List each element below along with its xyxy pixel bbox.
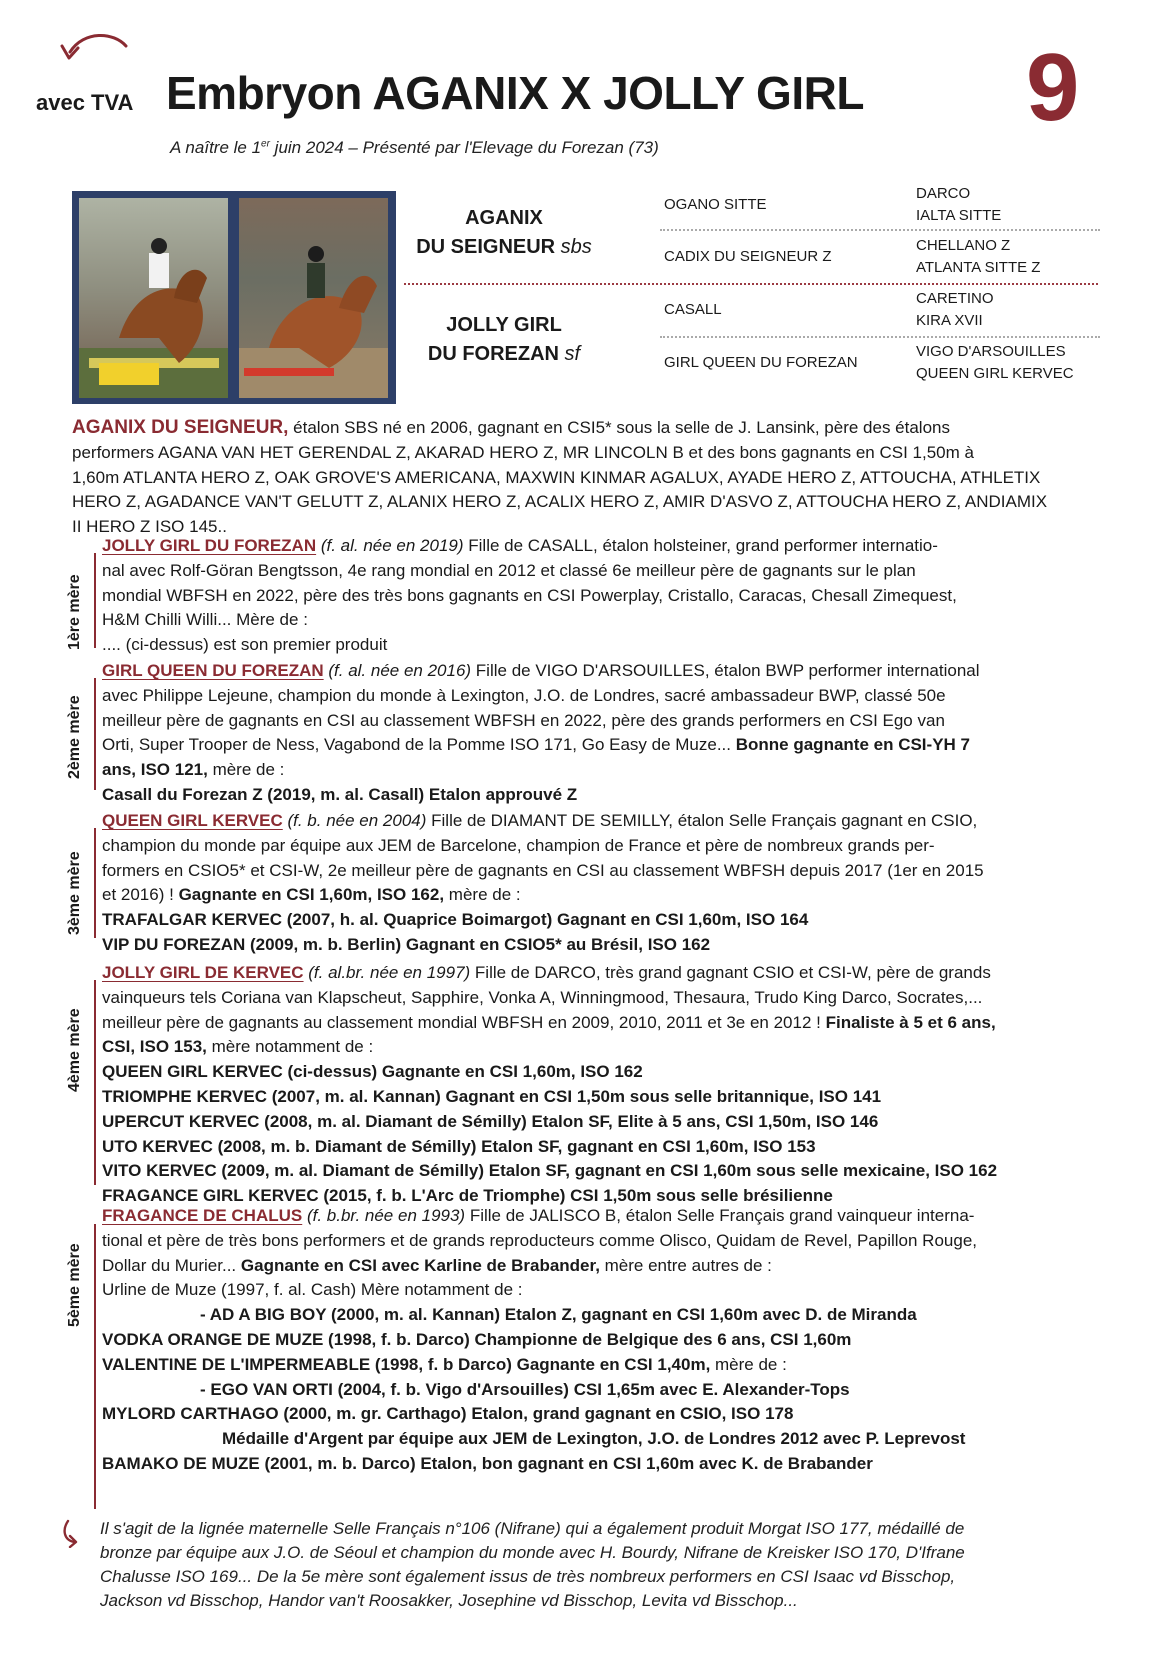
pedigree-sire: AGANIX DU SEIGNEUR sbs — [416, 207, 592, 258]
photo-left-jump — [79, 198, 228, 398]
tva-label: avec TVA — [36, 90, 134, 115]
sire-description: AGANIX DU SEIGNEUR, étalon SBS né en 2006, gagnant en CSI5* sous la selle de J. Lansink, père des étalons performers AGANA VAN HET GERENDAL Z, AKARAD HERO Z, MR LINCOLN B et des bons gagnants en CSI 1,50m à 1,60m ATLANTA HERO Z, OAK GROVE'S AMERICANA, MAXWIN KINMAR AGALUX, AYADE HERO Z, ATTOUCHA, ATHLETIX HERO Z, AGADANCE VAN'T GELUTT Z, ALANIX HERO Z, ACALIX HERO Z, AMIR D'ASVO Z, ATTOUCHA HERO Z, ANDIAMIX II HERO Z ISO 145.. — [72, 417, 1048, 537]
lot-title: Embryon AGANIX X JOLLY GIRL — [166, 67, 864, 119]
curved-arrow-icon — [56, 28, 136, 84]
pedigree-table — [404, 185, 1100, 404]
pedigree-grandparents: DARCO IALTA SITTE — [916, 185, 1002, 224]
maternal-line-note: Il s'agit de la lignée maternelle Selle Français n°106 (Nifrane) qui a également produit Morgat ISO 177, médaillé de bronze par équipe aux J.O. de Séoul et champion du monde avec H. Bourdy, Nifrane de Kreisker ISO 170, D'Ifrane Chalusse ISO 169... De la 5e mère sont également issus de très nombreux performers en CSI Isaac vd Bisschop, Jackson vd Bisschop, Handor van't Roosakker, Josephine vd Bisschop, Levita vd Bisschop... — [100, 1519, 965, 1610]
sire-name: AGANIX DU SEIGNEUR, — [72, 417, 289, 438]
generation-label: 4ème mère — [66, 1008, 83, 1092]
generation-2-text: GIRL QUEEN DU FOREZAN (f. al. née en 2016) Fille de VIGO D'ARSOUILLES, étalon BWP performer international avec Philippe Lejeune, champion du monde à Lexington, J.O. de Londres, sacré ambassadeur BWP, classé 50e meilleur père de gagnants en CSI au classement WBFSH en 2022, père des grands performers en CSI Ego van Orti, Super Trooper de Ness, Vagabond de la Pomme ISO 171, Go Easy de Muze... Bonne gagnante en CSI-YH 7 ans, ISO 121, mère de : Casall du Forezan Z (2019, m. al. Casall) Etalon approuvé Z — [102, 661, 980, 804]
generation-4-text: JOLLY GIRL DE KERVEC (f. al.br. née en 1997) Fille de DARCO, très grand gagnant CSIO et CSI-W, père de grands vainqueurs tels Coriana van Klapscheut, Sapphire, Vonka A, Winningmood, Thesaura, Trudo King Darco, Socrates,... meilleur père de gagnants au classement mondial WBFSH en 2009, 2010, 2011 et 3e en 2012 ! Finaliste à 5 et 6 ans, CSI, ISO 153, mère notamment de : QUEEN GIRL KERVEC (ci-dessus) Gagnante en CSI 1,60m, ISO 162 TRIOMPHE KERVEC (2007, m. al. Kannan) Gagnant en CSI 1,50m sous selle britannique, ISO 141 UPERCUT KERVEC (2008, m. al. Diamant de Sémilly) Etalon SF, Elite à 5 ans, CSI 1,50m, ISO 146 UTO KERVEC (2008, m. b. Diamant de Sémilly) Etalon SF, gagnant en CSI 1,60m, ISO 153 VITO KERVEC (2009, m. al. Diamant de Sémilly) Etalon SF, gagnant en CSI 1,60m sous selle mexicaine, ISO 162 FRAGANCE GIRL KERVEC (2015, f. b. L'Arc de Triomphe) CSI 1,50m sous selle brésilienne — [102, 963, 998, 1206]
generation-bar — [94, 1224, 96, 1509]
generation-label: 5ème mère — [66, 1243, 83, 1327]
pedigree-parent: CADIX DU SEIGNEUR Z — [664, 248, 832, 265]
pedigree-grandparents: VIGO D'ARSOUILLES QUEEN GIRL KERVEC — [916, 343, 1074, 382]
generation-bar — [94, 980, 96, 1185]
lot-number: 9 — [1026, 34, 1080, 141]
generation-1-text: JOLLY GIRL DU FOREZAN (f. al. née en 2019) Fille de CASALL, étalon holsteiner, grand performer internatio- nal avec Rolf-Göran Bengtsson, 4e rang mondial en 2012 et classé 6e meilleur père de gagnants sur le plan mondial WBFSH en 2022, père des très bons gagnants en CSI Powerplay, Cristallo, Caracas, Chesall Zimequest, H&M Chilli Willi... Mère de : .... (ci-dessus) est son premier produit — [102, 536, 957, 655]
pedigree-parent: CASALL — [664, 301, 722, 318]
generation-label: 1ère mère — [66, 574, 83, 650]
pedigree-grandparents: CARETINO KIRA XVII — [916, 290, 994, 329]
pedigree-divider — [404, 283, 1098, 285]
horse-photo — [72, 191, 396, 404]
lot-subtitle: A naître le 1er juin 2024 – Présenté par l'Elevage du Forezan (73) — [170, 138, 659, 157]
pedigree-grandparents: CHELLANO Z ATLANTA SITTE Z — [916, 237, 1041, 276]
pedigree-divider — [660, 336, 1100, 338]
generation-bar — [94, 828, 96, 938]
generation-3-text: QUEEN GIRL KERVEC (f. b. née en 2004) Fille de DIAMANT DE SEMILLY, étalon Selle Français gagnant en CSIO, champion du monde par équipe aux JEM de Barcelone, champion de France et père de nombreux grands per- formers en CSIO5* et CSI-W, 2e meilleur père de gagnants en CSI au classement WBFSH depuis 2017 (1er en 2015 et 2016) ! Gagnante en CSI 1,60m, ISO 162, mère de : TRAFALGAR KERVEC (2007, h. al. Quaprice Boimargot) Gagnant en CSI 1,60m, ISO 164 VIP DU FOREZAN (2009, m. b. Berlin) Gagnant en CSIO5* au Brésil, ISO 162 — [102, 811, 984, 954]
generation-label: 3ème mère — [66, 851, 83, 935]
return-arrow-icon — [60, 1518, 86, 1548]
photo-right-jump — [239, 198, 388, 398]
generation-5-text: FRAGANCE DE CHALUS (f. b.br. née en 1993) Fille de JALISCO B, étalon Selle Français grand vainqueur interna- tional et père de très bons performers et de grands reproducteurs comme Olisco, Quidam de Revel, Papillon Rouge, Dollar du Murier... Gagnante en CSI avec Karline de Brabander, mère entre autres de : Urline de Muze (1997, f. al. Cash) Mère notamment de : - AD A BIG BOY (2000, m. al. Kannan) Etalon Z, gagnant en CSI 1,60m avec D. de Miranda VODKA ORANGE DE MUZE (1998, f. b. Darco) Championne de Belgique des 6 ans, CSI 1,60m VALENTINE DE L'IMPERMEABLE (1998, f. b Darco) Gagnante en CSI 1,40m, mère de : - EGO VAN ORTI (2004, f. b. Vigo d'Arsouilles) CSI 1,65m avec E. Alexander-Tops MYLORD CARTHAGO (2000, m. gr. Carthago) Etalon, grand gagnant en CSIO, ISO 178 Médaille d'Argent par équipe aux JEM de Lexington, J.O. de Londres 2012 avec P. Leprevost BAMAKO DE MUZE (2001, m. b. Darco) Etalon, bon gagnant en CSI 1,60m avec K. de Brabander — [102, 1206, 978, 1473]
generation-bar — [94, 678, 96, 790]
pedigree-parent: OGANO SITTE — [664, 196, 767, 213]
pedigree-divider — [660, 229, 1100, 231]
pedigree-dam: JOLLY GIRL DU FOREZAN sf — [427, 314, 581, 365]
generation-bar — [94, 553, 96, 648]
pedigree-parent: GIRL QUEEN DU FOREZAN — [664, 354, 858, 371]
generation-label: 2ème mère — [66, 695, 83, 779]
